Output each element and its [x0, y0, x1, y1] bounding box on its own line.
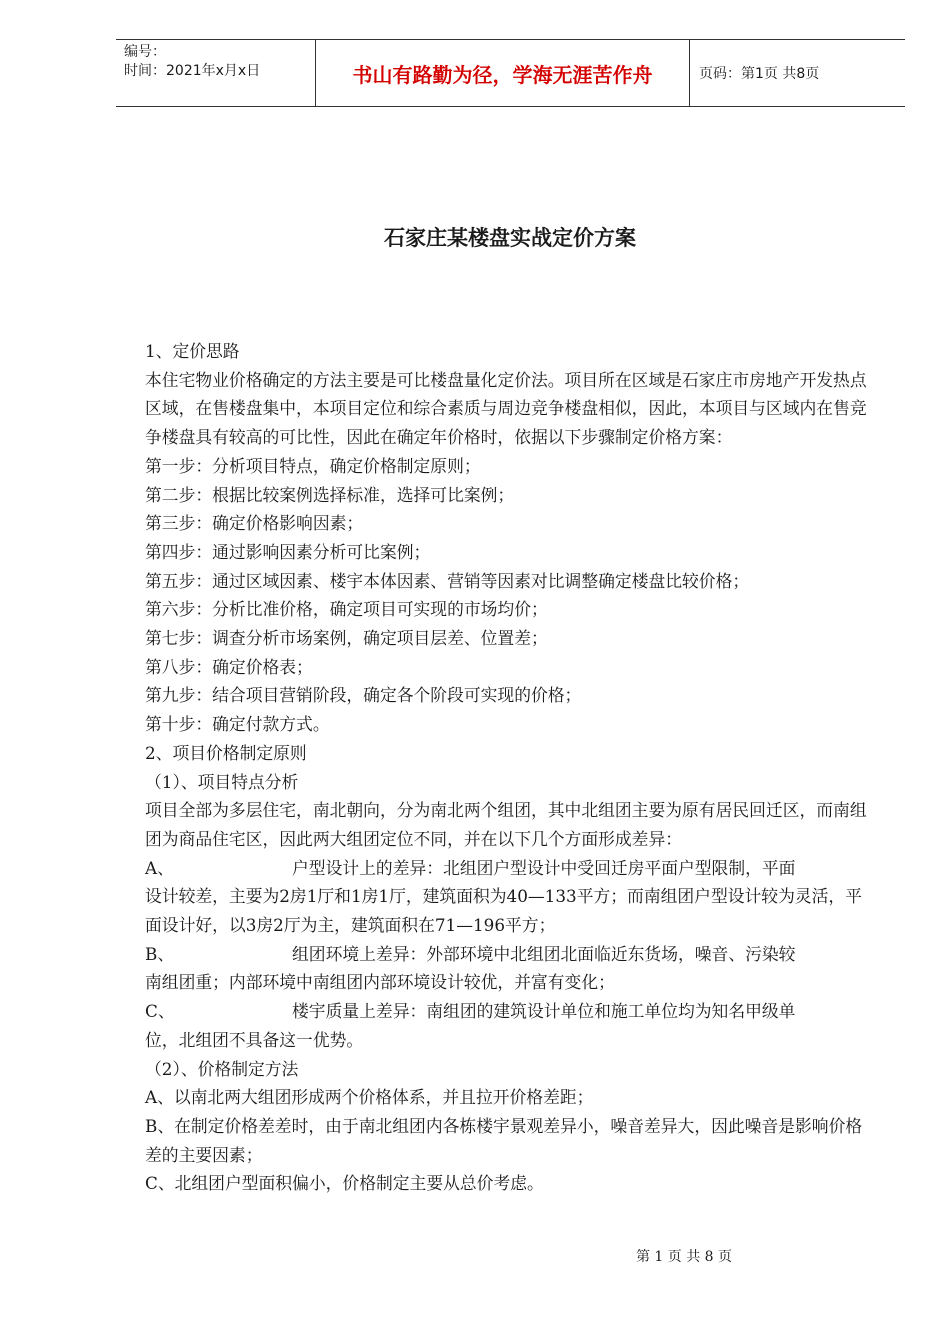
- step-item: 第一步：分析项目特点，确定价格制定原则；: [145, 455, 481, 476]
- item-continuation: 位，北组团不具备这一优势。: [145, 1029, 364, 1050]
- document-time: 时间：2021年x月x日: [124, 63, 261, 79]
- document-title: 石家庄某楼盘实战定价方案: [384, 226, 636, 250]
- document-number-label: 编号：: [124, 44, 166, 60]
- step-item: 第二步：根据比较案例选择标准，选择可比案例；: [145, 484, 515, 505]
- section-heading: 1、定价思路: [145, 341, 240, 361]
- step-item: 第六步：分析比准价格，确定项目可实现的市场均价；: [145, 599, 548, 620]
- item-continuation: 南组团重；内部环境中南组团内部环境设计较优，并富有变化；: [145, 972, 615, 993]
- page-header: [116, 39, 905, 107]
- paragraph: A、以南北两大组团形成两个价格体系，并且拉开价格差距；: [145, 1087, 594, 1108]
- paragraph: B、在制定价格差差时，由于南北组团内各栋楼宇景观差异小，噪音差异大，因此噪音是影响价格差的主要因素；: [145, 1115, 863, 1165]
- item-label: A、: [145, 857, 174, 878]
- subsection-heading: （2）、价格制定方法: [145, 1058, 299, 1079]
- step-item: 第八步：确定价格表；: [145, 656, 313, 677]
- header-motto: 书山有路勤为径，学海无涯苦作舟: [316, 40, 690, 106]
- paragraph: 本住宅物业价格确定的方法主要是可比楼盘量化定价法。项目所在区域是石家庄市房地产开发热点区域，在售楼盘集中，本项目定位和综合素质与周边竞争楼盘相似，因此，本项目与区域内在售竞争楼盘具有较高的可比性，因此在确定年价格时，依据以下步骤制定价格方案：: [145, 369, 867, 448]
- document-body: [145, 337, 870, 1198]
- step-item: 第三步：确定价格影响因素；: [145, 513, 364, 534]
- step-item: 第五步：通过区域因素、楼宇本体因素、营销等因素对比调整确定楼盘比较价格；: [145, 570, 750, 591]
- step-item: 第四步：通过影响因素分析可比案例；: [145, 541, 431, 562]
- step-item: 第十步：确定付款方式。: [145, 714, 330, 735]
- item-text: 楼宇质量上差异：南组团的建筑设计单位和施工单位均为知名甲级单: [292, 1001, 796, 1022]
- step-item: 第七步：调查分析市场案例，确定项目层差、位置差；: [145, 628, 548, 649]
- item-continuation: 设计较差，主要为2房1厅和1房1厅，建筑面积为40—133平方；而南组团户型设计较为灵活，平面设计好，以3房2厅为主，建筑面积在71—196平方；: [145, 886, 862, 936]
- header-page-info: 页码：第1页 共8页: [699, 66, 820, 82]
- subsection-heading: （1）、项目特点分析: [145, 771, 299, 792]
- difference-item-b: [145, 940, 870, 969]
- header-meta: [116, 40, 316, 106]
- item-text: 户型设计上的差异：北组团户型设计中受回迁房平面户型限制，平面: [292, 857, 796, 878]
- page-footer: 第 1 页 共 8 页: [635, 1249, 733, 1265]
- difference-item-a: [145, 854, 870, 883]
- paragraph: 项目全部为多层住宅，南北朝向，分为南北两个组团，其中北组团主要为原有居民回迁区，而南组团为商品住宅区，因此两大组团定位不同，并在以下几个方面形成差异：: [145, 800, 867, 849]
- item-text: 组团环境上差异：外部环境中北组团北面临近东货场，噪音、污染较: [292, 943, 796, 964]
- item-label: B、: [145, 943, 175, 964]
- difference-item-c: [145, 997, 870, 1026]
- step-item: 第九步：结合项目营销阶段，确定各个阶段可实现的价格；: [145, 685, 582, 706]
- paragraph: C、北组团户型面积偏小，价格制定主要从总价考虑。: [145, 1173, 544, 1194]
- item-label: C、: [145, 1001, 175, 1022]
- section-heading: 2、项目价格制定原则: [145, 742, 307, 763]
